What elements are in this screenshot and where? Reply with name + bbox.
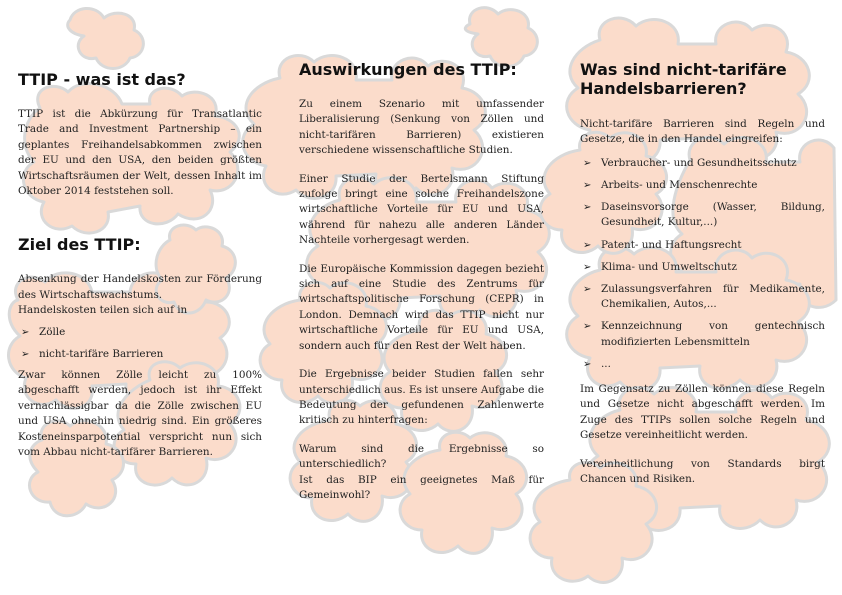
column-middle bbox=[299, 60, 544, 503]
puzzle-piece bbox=[465, 8, 537, 67]
paragraph-definition: TTIP ist die Abkürzung für Transatlantic Trade and Investment Partnership – ein geplantes Freihandelsabkommen zwischen der EU und den USA, den beiden größten Wirtschaftsräumen der Welt, dessen Inhalt im Oktober 2014 feststehen soll. bbox=[18, 108, 262, 198]
list-item: ➢ Verbraucher- und Gesundheitsschutz bbox=[580, 156, 825, 171]
list-item: ➢ Kennzeichnung von gentechnisch modifizierten Lebensmitteln bbox=[583, 320, 825, 348]
paragraph-results: Die Ergebnisse beider Studien fallen sehr unterschiedlich aus. Es ist unsere Aufgabe die Bedeutung der gefundenen Zahlenwerte kritisch zu hinterfragen: bbox=[299, 368, 544, 427]
paragraph-question-1: Warum sind die Ergebnisse so unterschiedlich? bbox=[299, 442, 544, 471]
paragraph-contrast: Im Gegensatz zu Zöllen können diese Regeln und Gesetze nicht abgeschafft werden. Im Zuge des TTIPs sollen solche Regeln und Gesetze vereinheitlicht werden. bbox=[580, 383, 825, 442]
list-item: ➢ Zölle bbox=[18, 325, 262, 340]
list-item: ➢ Klima- und Umweltschutz bbox=[580, 260, 825, 275]
list-item: ➢ ... bbox=[580, 357, 825, 372]
arrow-bullet-icon: ➢ bbox=[583, 261, 592, 273]
list-item: ➢ Daseinsvorsorge (Wasser, Bildung, Gesundheit, Kultur,...) bbox=[583, 201, 825, 229]
paragraph-barriers-intro: Nicht-tarifäre Barrieren sind Regeln und Gesetze, die in den Handel eingreifen: bbox=[580, 118, 825, 146]
arrow-bullet-icon: ➢ bbox=[21, 326, 30, 338]
arrow-bullet-icon: ➢ bbox=[583, 239, 592, 251]
list-cost-types bbox=[18, 325, 262, 362]
arrow-bullet-icon: ➢ bbox=[583, 358, 592, 370]
arrow-bullet-icon: ➢ bbox=[583, 180, 592, 192]
paragraph-cepr: Die Europäische Kommission dagegen bezieht sich auf eine Studie des Zentrums für wirtschaftspolitische Forschung (CEPR) in London. Demnach wird das TTIP nicht nur wirtschaftliche Vorteile für EU und USA, sondern auch für den Rest der Welt haben. bbox=[299, 262, 544, 352]
list-barriers bbox=[580, 156, 825, 372]
arrow-bullet-icon: ➢ bbox=[583, 321, 592, 333]
heading-ttip-what: TTIP - was ist das? bbox=[18, 70, 186, 89]
arrow-bullet-icon: ➢ bbox=[583, 157, 592, 169]
heading-goal: Ziel des TTIP: bbox=[18, 235, 141, 255]
column-left bbox=[18, 70, 262, 461]
arrow-bullet-icon: ➢ bbox=[583, 202, 592, 214]
paragraph-costs: Handelskosten teilen sich auf in bbox=[18, 304, 188, 317]
arrow-bullet-icon: ➢ bbox=[583, 284, 592, 296]
list-item: ➢ Zulassungsverfahren für Medikamente, Chemikalien, Autos,... bbox=[583, 283, 825, 311]
paragraph-standards: Vereinheitlichung von Standards birgt Chancen und Risiken. bbox=[580, 457, 825, 486]
paragraph-goal: Absenkung der Handelskosten zur Förderung des Wirtschaftswachstums. bbox=[18, 273, 262, 301]
list-item: ➢ Patent- und Haftungsrecht bbox=[580, 238, 825, 253]
list-item: ➢ nicht-tarifäre Barrieren bbox=[18, 347, 262, 362]
arrow-bullet-icon: ➢ bbox=[21, 348, 30, 360]
heading-barriers: Was sind nicht-tarifäre Handelsbarrieren? bbox=[580, 60, 787, 98]
paragraph-tariffs: Zwar können Zölle leicht zu 100% abgeschafft werden, jedoch ist ihr Effekt vernachlässigbar da die Zölle zwischen EU und USA ohnehin niedrig sind. Ein größeres Kosteneinsparpotential verspricht nun sich vom Abbau nicht-tarifärer Barrieren. bbox=[18, 369, 262, 459]
paragraph-bertelsmann: Einer Studie der Bertelsmann Stiftung zufolge bringt eine solche Freihandelszone wirtschaftliche Vorteile für EU und USA, während für nahezu alle anderen Länder Nachteile vorhergesagt werden. bbox=[299, 172, 544, 247]
heading-effects: Auswirkungen des TTIP: bbox=[299, 60, 517, 79]
paragraph-question-2: Ist das BIP ein geeignetes Maß für Gemeinwohl? bbox=[299, 473, 544, 501]
paragraph-studies: Zu einem Szenario mit umfassender Liberalisierung (Senkung von Zöllen und nicht-tarifären Barrieren) existieren verschiedene wissenschaftliche Studien. bbox=[299, 98, 544, 157]
column-right bbox=[580, 60, 825, 487]
puzzle-piece bbox=[68, 8, 144, 68]
list-item: ➢ Arbeits- und Menschenrechte bbox=[580, 178, 825, 193]
